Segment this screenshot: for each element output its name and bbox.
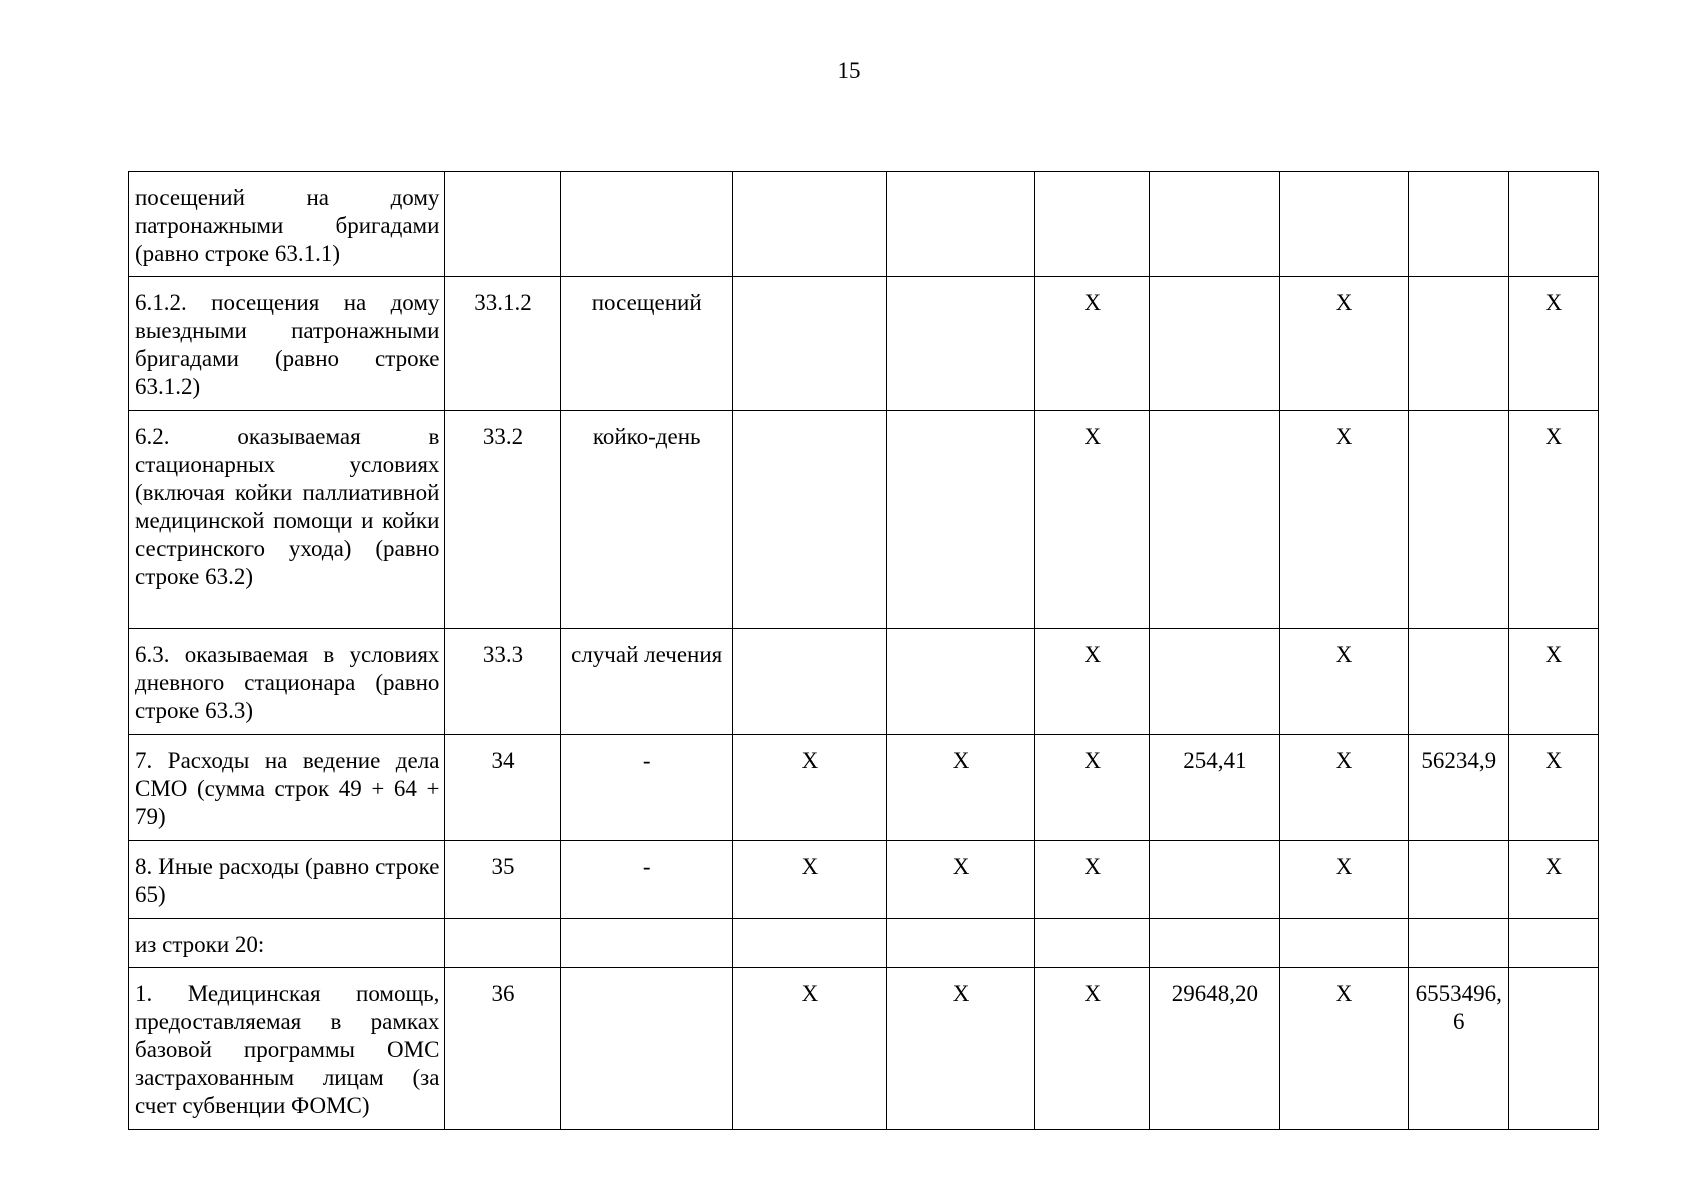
cell-unit (560, 919, 732, 968)
cell-col-4: X (732, 735, 886, 841)
cell-col-7 (1150, 411, 1279, 629)
cell-unit: койко-день (560, 411, 732, 629)
cell-col-8: X (1279, 411, 1408, 629)
cell-col-7 (1150, 841, 1279, 919)
cell-col-4 (732, 629, 886, 735)
cell-row-label: 1. Медицинская помощь, предоставляемая в рамках базовой программы ОМС застрахованным лицам (за счет субвенции ФОМС) (129, 968, 445, 1130)
cell-col-7 (1150, 919, 1279, 968)
cell-col-8: X (1279, 968, 1408, 1130)
cell-col-4 (732, 411, 886, 629)
cell-col-5: X (887, 968, 1035, 1130)
cell-col-4: X (732, 841, 886, 919)
cell-col-8 (1279, 172, 1408, 277)
cell-col-6: X (1035, 968, 1150, 1130)
data-table (128, 171, 1599, 1130)
cell-col-7: 29648,20 (1150, 968, 1279, 1130)
cell-col-4 (732, 277, 886, 411)
cell-col-5: X (887, 735, 1035, 841)
cell-col-6: X (1035, 629, 1150, 735)
table-row (129, 277, 1599, 411)
cell-col-8 (1279, 919, 1408, 968)
cell-unit (560, 172, 732, 277)
cell-row-label: 6.2. оказываемая в стационарных условиях (включая койки паллиативной медицинской помощи и койки сестринского ухода) (равно строке 63.2) (129, 411, 445, 629)
cell-row-code: 33.1.2 (445, 277, 560, 411)
cell-row-code (445, 919, 560, 968)
cell-col-9 (1408, 411, 1508, 629)
cell-col-10: X (1508, 629, 1598, 735)
cell-col-10: X (1508, 735, 1598, 841)
cell-row-code: 35 (445, 841, 560, 919)
cell-col-8: X (1279, 277, 1408, 411)
cell-col-5 (887, 411, 1035, 629)
table-row (129, 172, 1599, 277)
cell-col-10: X (1508, 841, 1598, 919)
cell-row-code: 34 (445, 735, 560, 841)
cell-col-4 (732, 919, 886, 968)
cell-row-code: 36 (445, 968, 560, 1130)
cell-col-8: X (1279, 841, 1408, 919)
cell-col-10: X (1508, 277, 1598, 411)
cell-col-6: X (1035, 735, 1150, 841)
cell-row-code: 33.3 (445, 629, 560, 735)
cell-col-7 (1150, 629, 1279, 735)
page-number: 15 (837, 58, 861, 83)
cell-col-8: X (1279, 629, 1408, 735)
cell-row-label: 8. Иные расходы (равно строке 65) (129, 841, 445, 919)
cell-col-4 (732, 172, 886, 277)
cell-unit: - (560, 841, 732, 919)
cell-col-9 (1408, 629, 1508, 735)
cell-col-8: X (1279, 735, 1408, 841)
cell-col-10 (1508, 968, 1598, 1130)
cell-col-7 (1150, 277, 1279, 411)
table-row (129, 919, 1599, 968)
cell-col-5 (887, 172, 1035, 277)
table-row (129, 411, 1599, 629)
table-row (129, 735, 1599, 841)
cell-col-5: X (887, 841, 1035, 919)
cell-row-code: 33.2 (445, 411, 560, 629)
cell-col-7: 254,41 (1150, 735, 1279, 841)
cell-col-10 (1508, 172, 1598, 277)
cell-col-9 (1408, 919, 1508, 968)
cell-col-5 (887, 919, 1035, 968)
cell-row-label: из строки 20: (129, 919, 445, 968)
cell-col-7 (1150, 172, 1279, 277)
cell-col-9 (1408, 172, 1508, 277)
cell-col-6: X (1035, 411, 1150, 629)
cell-row-label: посещений на дому патронажными бригадами (равно строке 63.1.1) (129, 172, 445, 277)
table-row (129, 629, 1599, 735)
cell-col-6: X (1035, 841, 1150, 919)
cell-col-6 (1035, 172, 1150, 277)
cell-col-6: X (1035, 277, 1150, 411)
cell-row-label: 6.1.2. посещения на дому выездными патронажными бригадами (равно строке 63.1.2) (129, 277, 445, 411)
cell-unit: посещений (560, 277, 732, 411)
cell-col-10 (1508, 919, 1598, 968)
cell-row-code (445, 172, 560, 277)
cell-col-6 (1035, 919, 1150, 968)
cell-col-4: X (732, 968, 886, 1130)
cell-unit (560, 968, 732, 1130)
cell-col-5 (887, 277, 1035, 411)
table-row (129, 968, 1599, 1130)
cell-unit: - (560, 735, 732, 841)
cell-col-9 (1408, 277, 1508, 411)
cell-col-9: 56234,9 (1408, 735, 1508, 841)
cell-col-10: X (1508, 411, 1598, 629)
table-row (129, 841, 1599, 919)
cell-row-label: 7. Расходы на ведение дела СМО (сумма строк 49 + 64 + 79) (129, 735, 445, 841)
cell-unit: случай лечения (560, 629, 732, 735)
cell-col-5 (887, 629, 1035, 735)
cell-col-9 (1408, 841, 1508, 919)
cell-row-label: 6.3. оказываемая в условиях дневного стационара (равно строке 63.3) (129, 629, 445, 735)
cell-col-9: 6553496,6 (1408, 968, 1508, 1130)
